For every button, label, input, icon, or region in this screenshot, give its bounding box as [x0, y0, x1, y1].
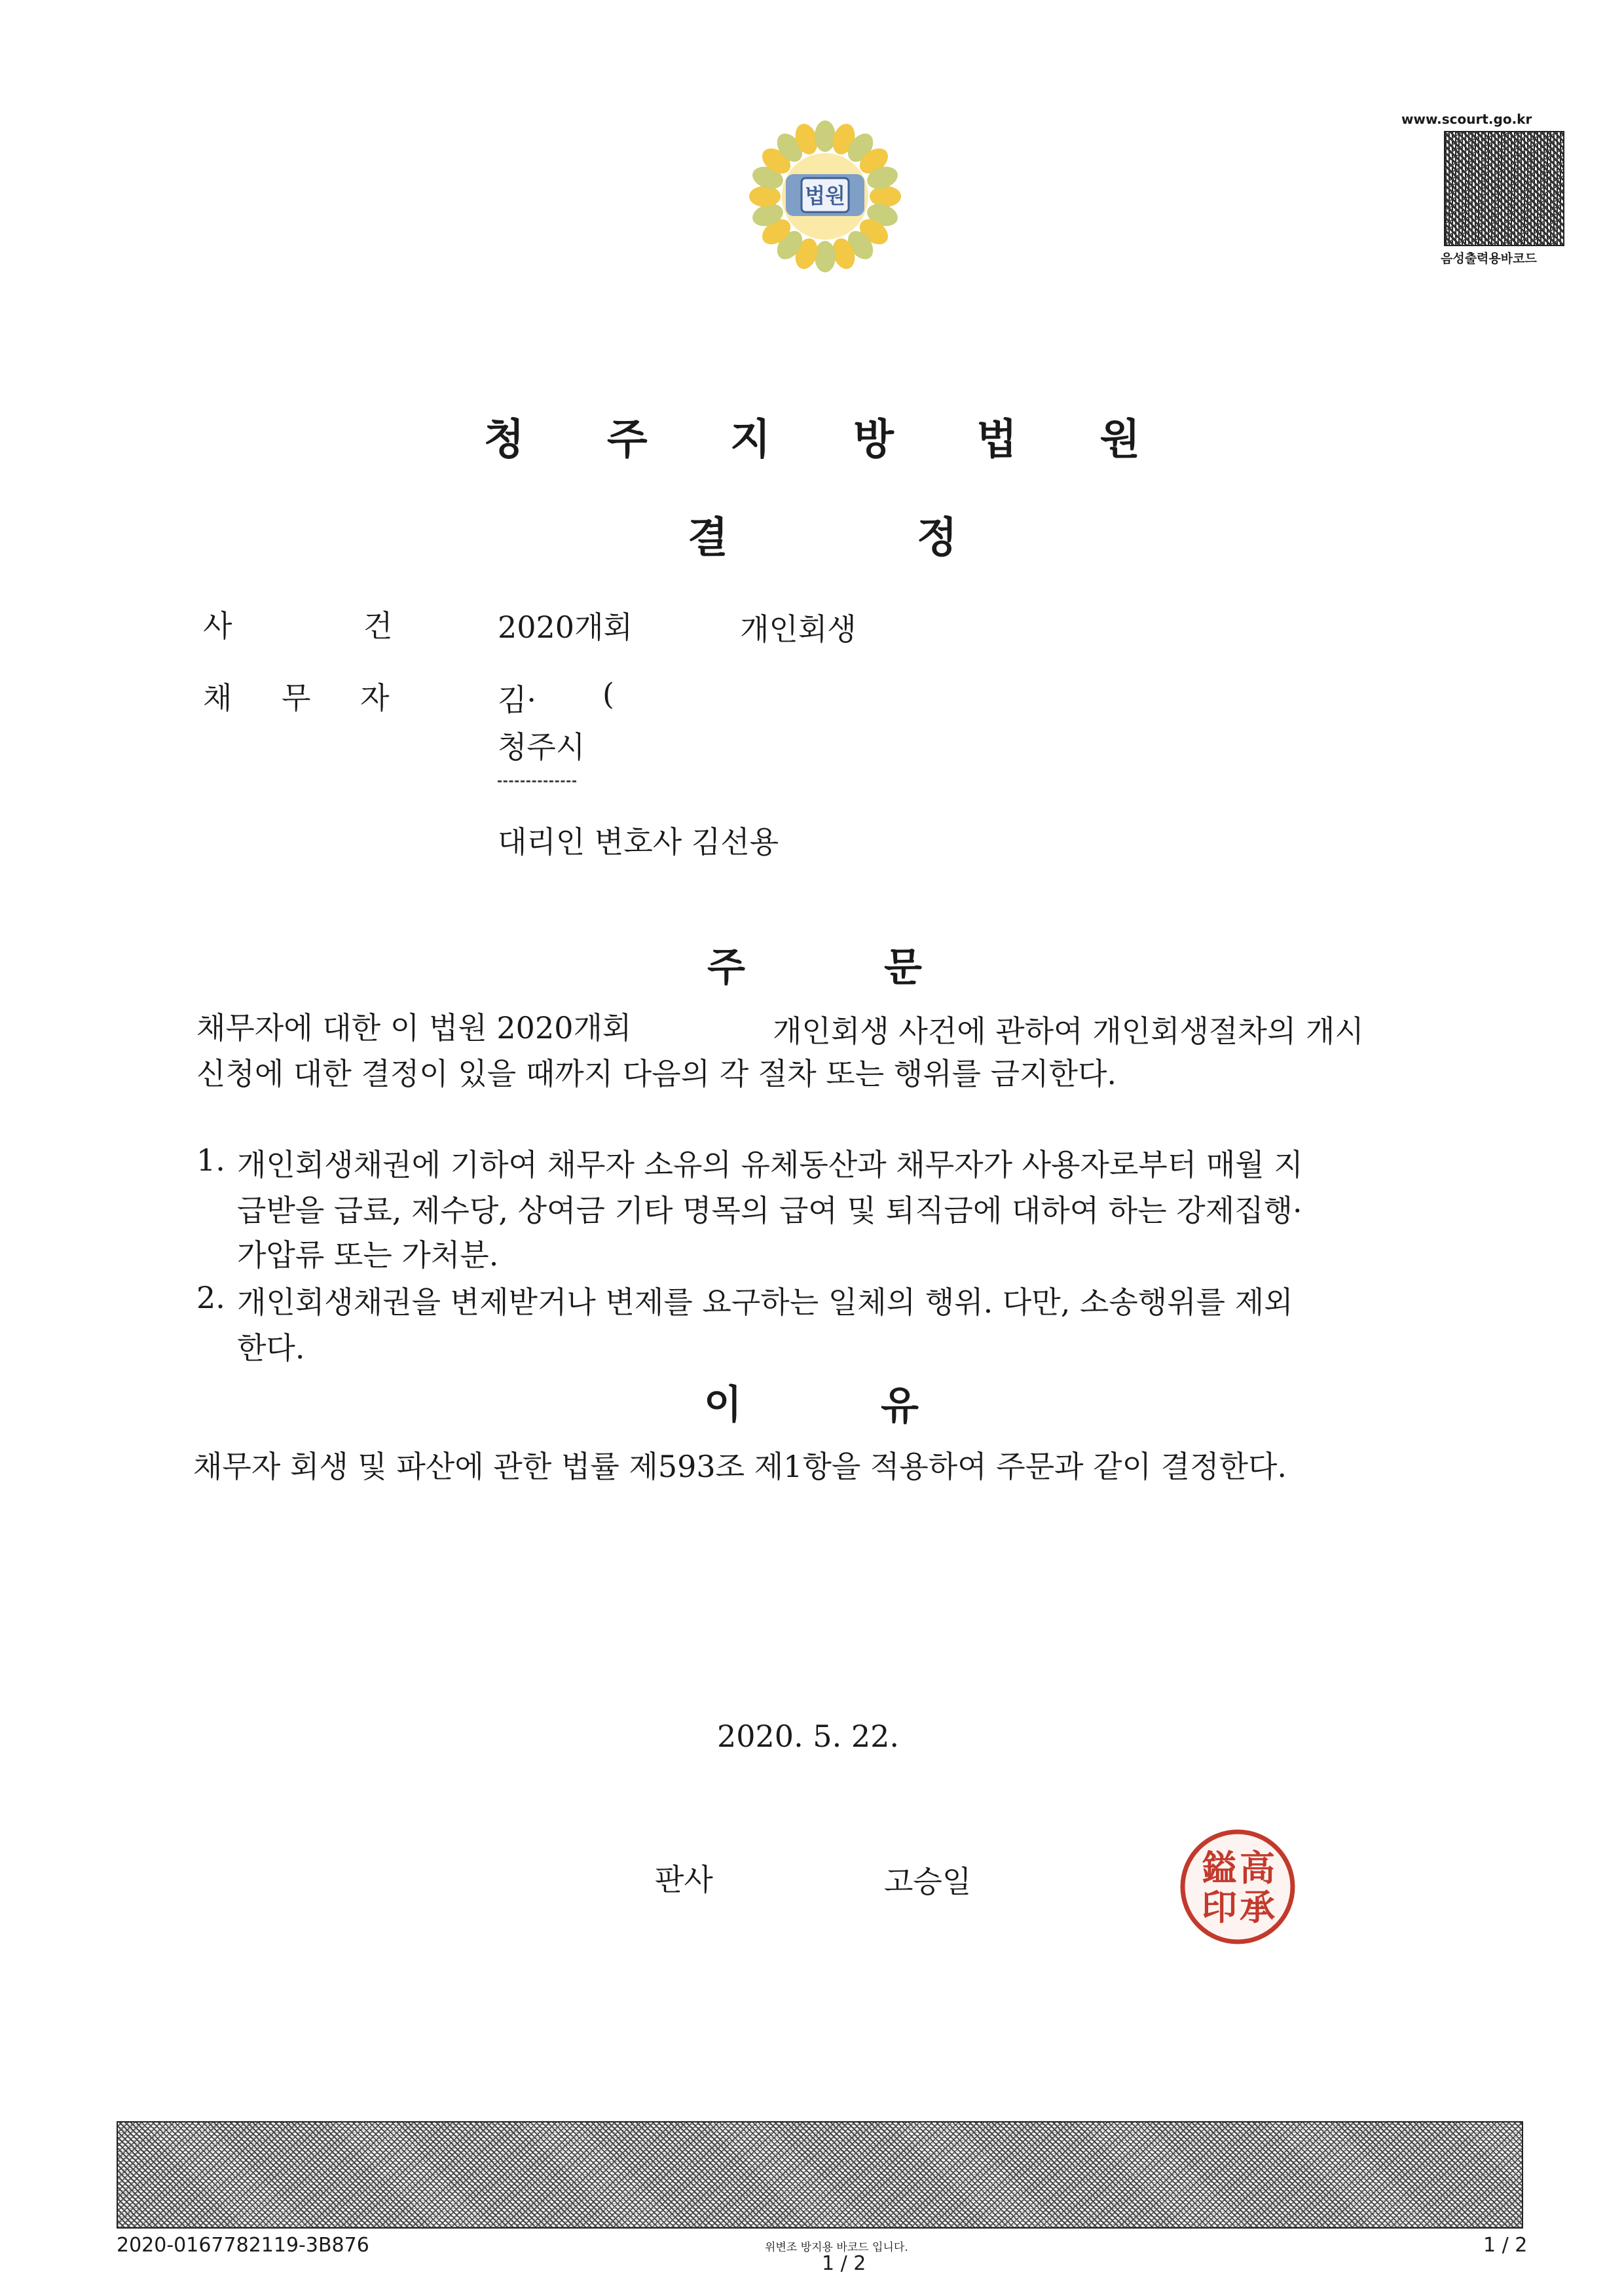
case-label-right: 건: [363, 608, 393, 644]
order-line-1: 채무자에 대한 이 법원 2020개회: [196, 1010, 632, 1046]
item-1-line-1: 개인회생채권에 기하여 채무자 소유의 유체동산과 채무자가 사용자로부터 매월 지: [237, 1147, 1303, 1182]
court-emblem: [747, 118, 904, 275]
item-2-line-2: 한다.: [237, 1330, 305, 1366]
page-number-right: 1 / 2: [1483, 2234, 1528, 2257]
doc-type-left: 결: [688, 513, 728, 562]
item-1-line-2: 급받을 급료, 제수당, 상여금 기타 명목의 급여 및 퇴직금에 대하여 하는 강제집행·: [237, 1193, 1302, 1228]
debtor-label-1: 채: [203, 680, 232, 716]
item-1-number: 1.: [196, 1142, 225, 1178]
qr-caption: 음성출력용바코드: [1441, 251, 1537, 266]
item-2-line-1: 개인회생채권을 변제받거나 변제를 요구하는 일체의 행위. 다만, 소송행위를 제외: [237, 1285, 1293, 1320]
debtor-paren: (: [602, 676, 614, 712]
anti-forgery-barcode: [117, 2121, 1523, 2229]
emblem-petal: [870, 186, 901, 207]
debtor-name: 김·: [498, 682, 537, 718]
reason-heading-left: 이: [704, 1382, 742, 1428]
case-number: 2020개회: [498, 610, 633, 645]
emblem-petal: [815, 120, 836, 152]
judge-seal-stamp: [1179, 1827, 1297, 1948]
judge-title: 판사: [655, 1862, 713, 1897]
emblem-petal: [749, 186, 781, 207]
site-url: www.scourt.go.kr: [1401, 111, 1532, 127]
emblem-petal: [815, 241, 836, 272]
page-number-center: 1 / 2: [822, 2252, 866, 2275]
document-code: 2020-0167782119-3B876: [117, 2234, 369, 2257]
svg-text:鎰: 鎰: [1202, 1847, 1237, 1889]
order-line-1-cont: 개인회생 사건에 관하여 개인회생절차의 개시: [773, 1013, 1364, 1049]
emblem-label: 법원: [805, 183, 845, 208]
case-label-left: 사: [203, 608, 232, 644]
doc-type-right: 정: [917, 513, 957, 562]
order-heading-right: 문: [884, 945, 922, 991]
debtor-address: 청주시: [498, 729, 585, 765]
item-1-line-3: 가압류 또는 가처분.: [237, 1237, 499, 1273]
debtor-agent: 대리인 변호사 김선용: [498, 824, 779, 860]
debtor-label-3: 자: [360, 680, 390, 716]
debtor-label-2: 무: [282, 680, 311, 716]
item-2-number: 2.: [196, 1280, 225, 1315]
case-type: 개인회생: [740, 611, 857, 647]
redacted-line: [498, 780, 576, 782]
svg-text:承: 承: [1240, 1886, 1275, 1928]
judge-name: 고승일: [884, 1864, 972, 1899]
barcode-note: 위변조 방지용 바코드 입니다.: [765, 2241, 908, 2254]
svg-text:印: 印: [1202, 1886, 1237, 1928]
order-line-2: 신청에 대한 결정이 있을 때까지 다음의 각 절차 또는 행위를 금지한다.: [196, 1056, 1117, 1091]
qr-barcode: [1444, 131, 1564, 246]
decision-date: 2020. 5. 22.: [717, 1719, 899, 1754]
order-heading-left: 주: [707, 945, 745, 991]
court-name: 청 주 지 방 법 원: [483, 415, 1175, 464]
svg-text:高: 高: [1240, 1847, 1275, 1889]
reason-text: 채무자 회생 및 파산에 관한 법률 제593조 제1항을 적용하여 주문과 같이 결정한다.: [193, 1449, 1287, 1484]
reason-heading-right: 유: [881, 1383, 919, 1429]
